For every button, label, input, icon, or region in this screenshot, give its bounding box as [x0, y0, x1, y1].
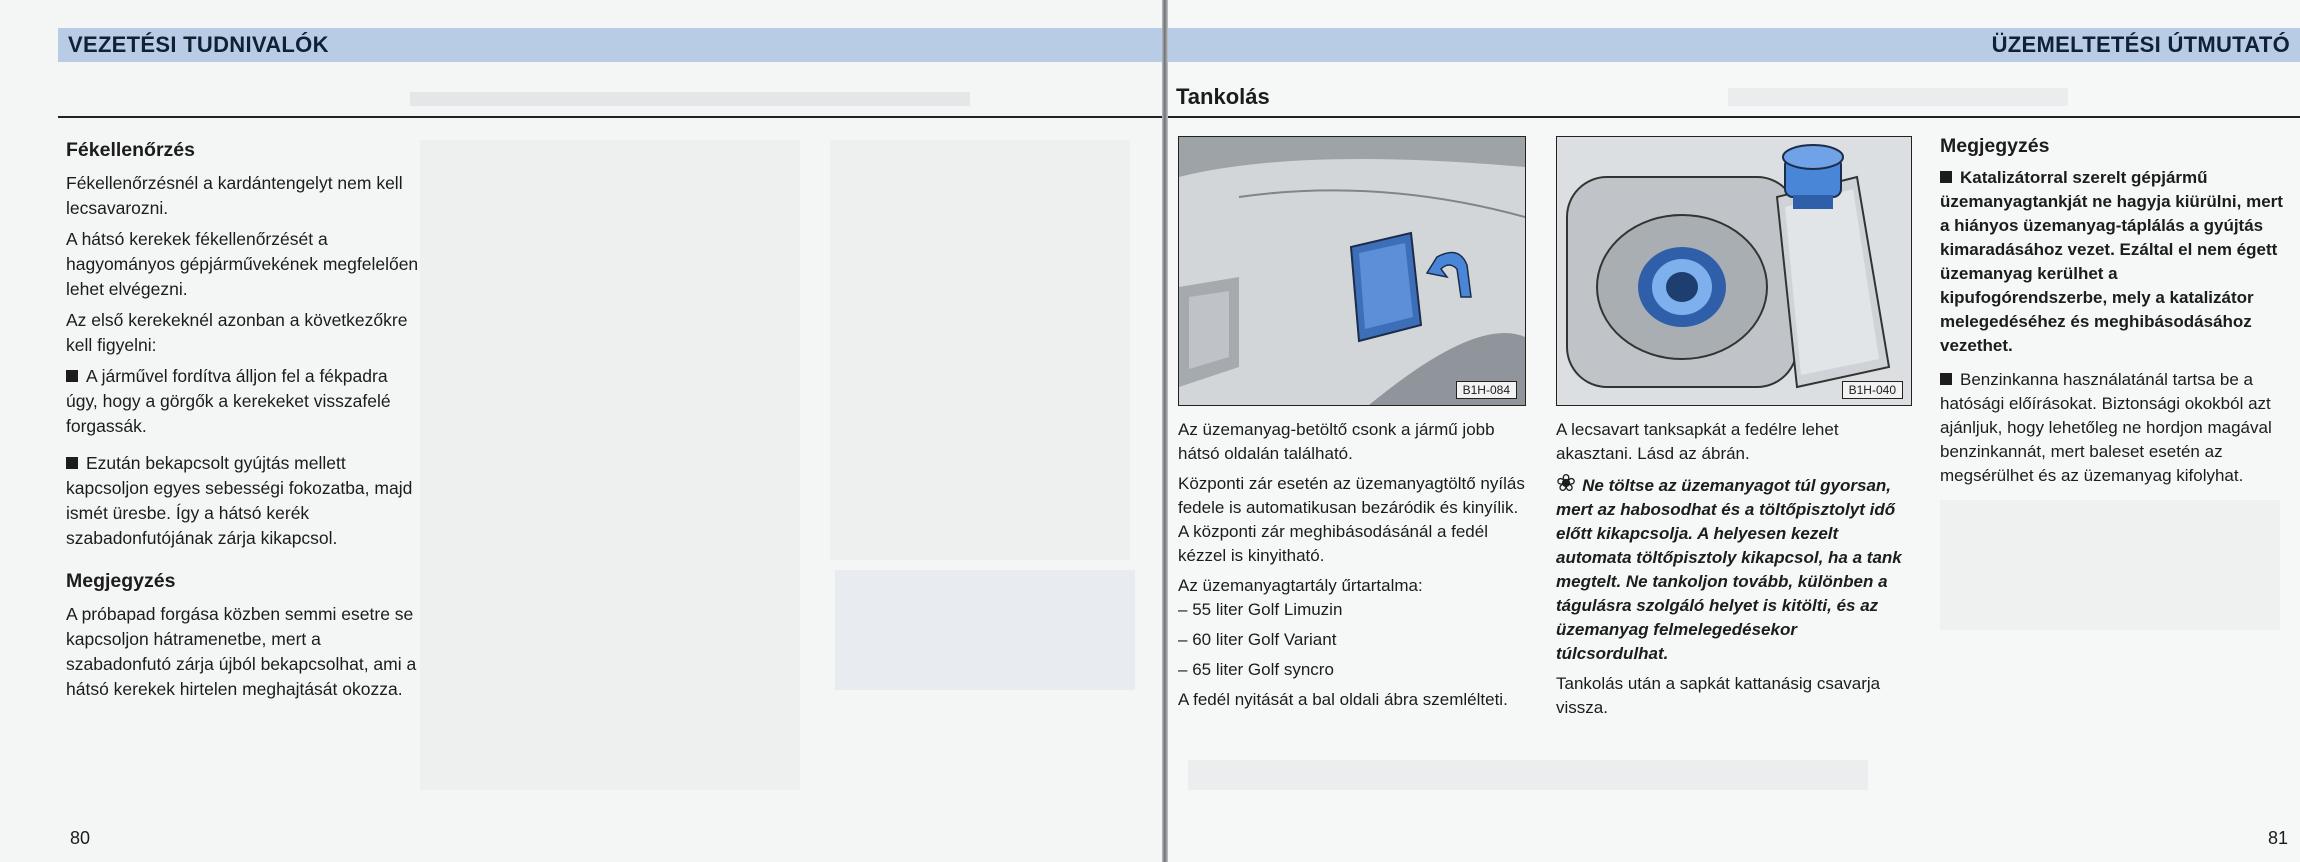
right-column	[1940, 134, 2288, 494]
show-through-text	[1188, 760, 1868, 790]
paragraph: Fékellenőrzésnél a kardántengelyt nem kell lecsavarozni.	[66, 173, 403, 218]
bullet-text: Katalizátorral szerelt gépjármű üzemanyagtankját ne hagyja kiürülni, mert a hiányos üzemanyag-táplálás a gyújtás kimaradásához vezet. Ezáltal el nem égett üzemanyag kerülhet a kipufogórendszerbe, mely a katalizátor melegedéséhez és meghibásodásához vezethet.	[1940, 168, 2283, 355]
paragraph: Az első kerekeknél azonban a következőkre kell figyelni:	[66, 310, 408, 355]
bullet-item	[1940, 368, 2288, 488]
note-text: A próbapad forgása közben semmi esetre se kapcsoljon hátramenetbe, mert a szabadonfutó zárja újból bekapcsolhat, ami a hátsó kerekek hirtelen meghajtását okozza.	[66, 604, 417, 699]
fuel-cap-illustration	[1557, 137, 1911, 405]
header-band	[58, 28, 1162, 62]
square-bullet-icon	[66, 457, 78, 469]
paragraph: Tankolás után a sapkát kattanásig csavarja vissza.	[1556, 674, 1881, 717]
figure-label: B1H-084	[1456, 381, 1517, 399]
paragraph: A hátsó kerekek fékellenőrzését a hagyományos gépjárművekének megfelelően lehet elvégezni.	[66, 229, 419, 299]
show-through-text	[1728, 88, 2068, 106]
paragraph: Az üzemanyagtartály űrtartalma:	[1178, 576, 1423, 595]
show-through-text	[1940, 500, 2280, 630]
warning-text: Ne töltse az üzemanyagot túl gyorsan, mert az habosodhat és a töltőpisztolyt idő előtt kikapcsolja. A helyesen kezelt automata töltőpisztoly kikapcsol, ha a tank megtelt. Ne tankoljon tovább, különben a tágulásra szolgáló helyet is kitölti, és az üzemanyag felmelegedésekor túlcsordulhat.	[1556, 476, 1902, 663]
note-title: Megjegyzés	[1940, 135, 2050, 157]
page-number: 80	[70, 828, 91, 848]
show-through-column	[420, 140, 800, 790]
right-page	[1168, 0, 2300, 862]
note-title: Megjegyzés	[66, 570, 176, 592]
section-title: Fékellenőrzés	[66, 139, 195, 161]
bullet-item	[66, 451, 424, 551]
page-number: 81	[2267, 828, 2288, 848]
bullet-item	[1940, 166, 2288, 358]
list-item: – 55 liter Golf Limuzin	[1178, 600, 1343, 619]
bullet-text: Benzinkanna használatánál tartsa be a hatósági előírásokat. Biztonsági okokból azt ajánljuk, hogy lehetőleg ne hordjon magával benzinkannát, mert baleset esetén az megsérülhet és az üzemanyag kifolyhat.	[1940, 370, 2272, 485]
list-item: – 65 liter Golf syncro	[1178, 660, 1334, 679]
paragraph: Az üzemanyag-betöltő csonk a jármű jobb hátsó oldalán található.	[1178, 420, 1495, 463]
flower-warning-icon: ❀	[1556, 470, 1577, 497]
section-header: ÜZEMELTETÉSI ÚTMUTATÓ	[1991, 32, 2290, 57]
fuel-flap-figure	[1178, 136, 1526, 406]
header-rule	[1168, 116, 2300, 118]
left-column	[66, 138, 424, 708]
section-header: VEZETÉSI TUDNIVALÓK	[68, 32, 329, 57]
show-through-column	[830, 140, 1130, 560]
list-item-text: 55 liter Golf Limuzin	[1192, 600, 1343, 619]
fuel-cap-figure	[1556, 136, 1912, 406]
bullet-text: A járművel fordítva álljon fel a fékpadra úgy, hogy a görgők a kerekeket visszafelé forgassák.	[66, 366, 391, 436]
list-item-text: 65 liter Golf syncro	[1192, 660, 1334, 679]
square-bullet-icon	[66, 370, 78, 382]
bullet-item	[66, 364, 424, 439]
square-bullet-icon	[1940, 171, 1952, 183]
middle-left-column	[1178, 418, 1532, 718]
warning	[1556, 472, 1912, 666]
paragraph: A fedél nyitását a bal oldali ábra szemlélteti.	[1178, 690, 1508, 709]
show-through-box	[835, 570, 1135, 690]
figure-label: B1H-040	[1842, 381, 1903, 399]
header-rule	[58, 116, 1162, 118]
show-through-text	[410, 92, 970, 106]
square-bullet-icon	[1940, 373, 1952, 385]
paragraph: Központi zár esetén az üzemanyagtöltő nyílás fedele is automatikusan bezáródik és kinyílik. A központi zár meghibásodásánál a fedél kézzel is kinyitható.	[1178, 474, 1525, 565]
bullet-text: Ezután bekapcsolt gyújtás mellett kapcsoljon egyes sebességi fokozatba, majd ismét üresbe. Így a hátsó kerék szabadonfutójának zárja kikapcsol.	[66, 453, 413, 548]
header-band	[1168, 28, 2300, 62]
fuel-flap-illustration	[1179, 137, 1525, 405]
list-item: – 60 liter Golf Variant	[1178, 630, 1337, 649]
page-title: Tankolás	[1176, 84, 1270, 109]
middle-right-column	[1556, 418, 1912, 726]
paragraph: A lecsavart tanksapkát a fedélre lehet akasztani. Lásd az ábrán.	[1556, 420, 1839, 463]
list-item-text: 60 liter Golf Variant	[1192, 630, 1337, 649]
